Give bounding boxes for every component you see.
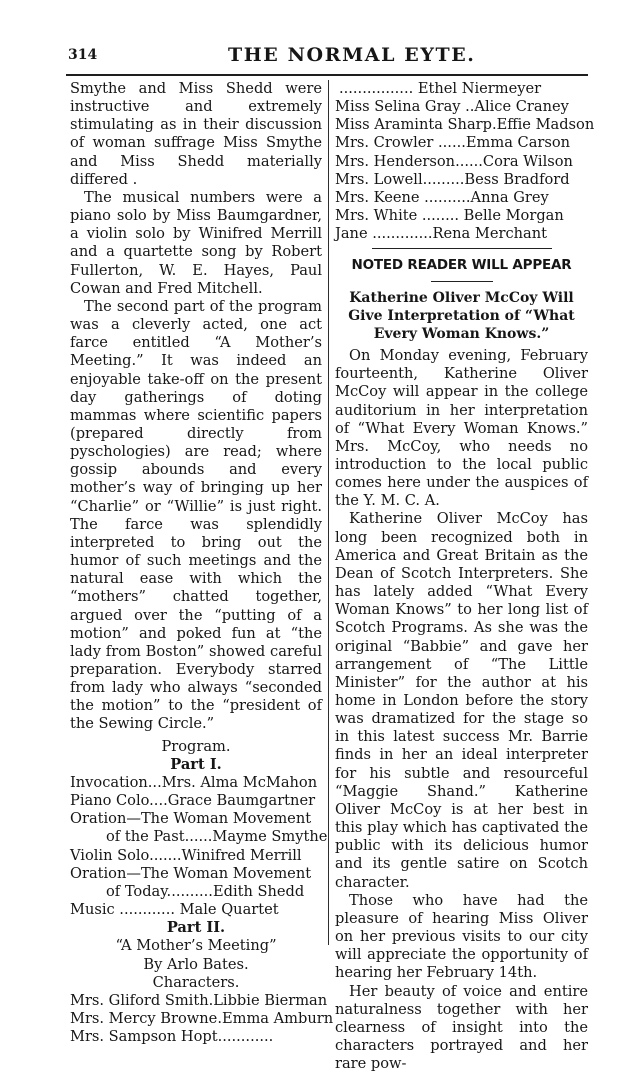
article-paragraph: On Monday evening, February fourteenth, Katherine Oliver McCoy will appear in the college auditorium in her interpretation of “What Every Woman Knows.” Mrs. McCoy, who needs no introduction to the local public comes here under the auspices of the Y. M. C. A.	[335, 347, 588, 510]
cast-line: ................ Ethel Niermeyer	[335, 80, 588, 98]
article-paragraph: Those who have had the pleasure of hearing Miss Oliver on her previous visits to our city will appreciate the opportunity of hearing her February 14th.	[335, 892, 588, 983]
program-line: Oration—The Woman Movement	[70, 865, 322, 883]
page-header	[68, 44, 588, 68]
article-paragraph: The musical numbers were a piano solo by Miss Baumgardner, a violin solo by Winifred Merrill and a quartette song by Robert Fullerton, W. E. Hayes, Paul Cowan and Fred Mitchell.	[70, 189, 322, 298]
spacer	[335, 282, 588, 289]
page-number: 314	[68, 47, 97, 63]
part-two-heading: Part II.	[70, 919, 322, 937]
play-author: By Arlo Bates.	[70, 956, 322, 974]
cast-line: Mrs. Sampson Hopt............	[70, 1028, 322, 1046]
play-title: “A Mother’s Meeting”	[70, 937, 322, 955]
program-line: Oration—The Woman Movement	[70, 810, 322, 828]
program-line: Piano Colo....Grace Baumgartner	[70, 792, 322, 810]
right-column	[335, 80, 588, 1073]
article-subheadline: Katherine Oliver McCoy Will Give Interpretation of “What Every Woman Knows.”	[335, 289, 588, 343]
cast-line: Miss Selina Gray ..Alice Craney	[335, 98, 588, 116]
cast-line: Mrs. Mercy Browne.Emma Amburn	[70, 1010, 322, 1028]
program-line: of Today..........Edith Shedd	[70, 883, 322, 901]
cast-line: Mrs. Henderson......Cora Wilson	[335, 153, 588, 171]
header-rule	[66, 74, 588, 76]
article-paragraph: Katherine Oliver McCoy has long been recognized both in America and Great Britain as the Dean of Scotch Interpreters. She has lately added “What Every Woman Knows” to her long list of Scotch Programs. As she was the original “Babbie” and gave her arrangement of “The Little Minister” for the author at his home in London before the story was dramatized for the stage so in this latest success Mr. Barrie finds in her an ideal interpreter for his subtle and resourceful “Maggie Shand.” Katherine Oliver McCoy is at her best in this play which has captivated the public with its delicious humor and its gentle satire on Scotch character.	[335, 510, 588, 891]
article-paragraph: The second part of the program was a cleverly acted, one act farce entitled “A Mother’s Meeting.” It was indeed an enjoyable take-off on the present day gatherings of doting mammas where scientific papers (prepared directly from pyschologies) are read; where gossip abounds and every mother’s way of bringing up her “Charlie” or “Willie” is just right. The farce was splendidly interpreted to bring out the humor of such meetings and the natural ease with which the “mothers” chatted together, argued over the “putting of a motion” and poked fun at “the lady from Boston” showed careful preparation. Everybody starred from lady who always “seconded the motion” to the “president of the Sewing Circle.”	[70, 298, 322, 734]
cast-line: Miss Araminta Sharp.Effie Madson	[335, 116, 588, 134]
article-paragraph: Her beauty of voice and entire naturalness together with her clearness of insight into the characters portrayed and her rare pow-	[335, 983, 588, 1073]
part-one-heading: Part I.	[70, 756, 322, 774]
program-line: Violin Solo.......Winifred Merrill	[70, 847, 322, 865]
column-divider	[328, 80, 329, 945]
program-line: Music ............ Male Quartet	[70, 901, 322, 919]
cast-line: Mrs. Crowler ......Emma Carson	[335, 134, 588, 152]
left-column	[70, 80, 322, 1046]
characters-heading: Characters.	[70, 974, 322, 992]
program-line: Invocation...Mrs. Alma McMahon	[70, 774, 322, 792]
cast-line: Mrs. Gliford Smith.Libbie Bierman	[70, 992, 322, 1010]
article-paragraph: Smythe and Miss Shedd were instructive and extremely stimulating as in their discussion of woman suffrage Miss Smythe and Miss Shedd materially differed .	[70, 80, 322, 189]
cast-line: Mrs. Keene ..........Anna Grey	[335, 189, 588, 207]
cast-line: Mrs. White ........ Belle Morgan	[335, 207, 588, 225]
program-line: of the Past......Mayme Smythe	[70, 828, 322, 846]
program-heading: Program.	[70, 738, 322, 756]
cast-line: Mrs. Lowell.........Bess Bradford	[335, 171, 588, 189]
spacer	[335, 249, 588, 256]
running-title: THE NORMAL EYTE.	[228, 44, 476, 66]
cast-line: Jane .............Rena Merchant	[335, 225, 588, 243]
article-headline: NOTED READER WILL APPEAR	[335, 256, 588, 274]
